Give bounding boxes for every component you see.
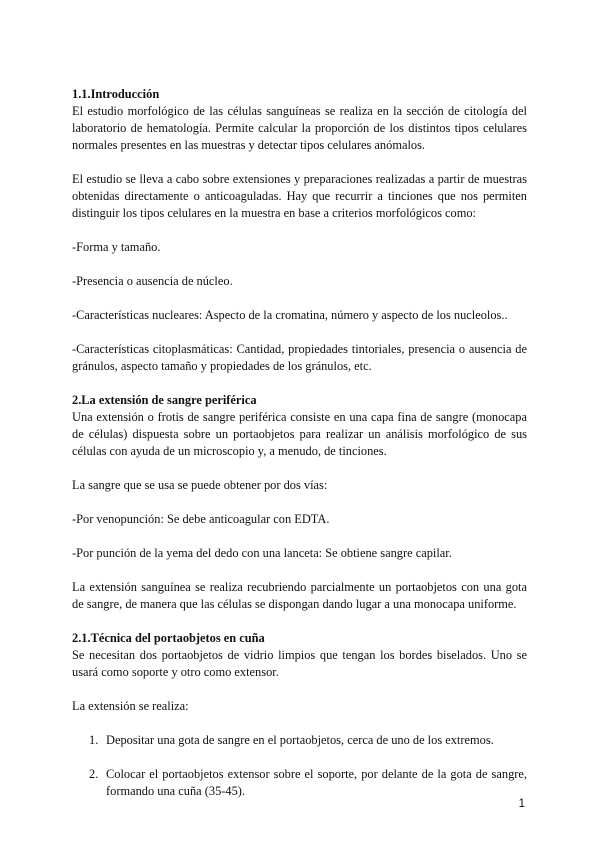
section-heading-introduccion: 1.1.Introducción — [72, 87, 160, 101]
page-number: 1 — [518, 798, 525, 810]
paragraph: El estudio se lleva a cabo sobre extensiones y preparaciones realizadas a partir de muestras obtenidas directamente o anticoaguladas. Hay que recurrir a tinciones que nos permiten distinguir los tipos celulares en la muestra en base a criterios morfológicos como: — [72, 172, 527, 220]
section-heading-tecnica: 2.1.Técnica del portaobjetos en cuña — [72, 631, 265, 645]
list-item-text: Depositar una gota de sangre en el portaobjetos, cerca de uno de los extremos. — [106, 733, 494, 747]
page-content — [72, 86, 527, 800]
section-heading-extension: 2.La extensión de sangre periférica — [72, 393, 257, 407]
list-item-number: 1. — [89, 733, 99, 747]
criteria-item: -Características citoplasmáticas: Cantidad, propiedades tintoriales, presencia o ausencia de gránulos, aspecto tamaño y propiedades de los gránulos, etc. — [72, 342, 527, 373]
criteria-item: -Características nucleares: Aspecto de la cromatina, número y aspecto de los nucleolos.. — [72, 308, 508, 322]
steps-list — [72, 732, 527, 800]
paragraph: El estudio morfológico de las células sanguíneas se realiza en la sección de citología del laboratorio de hematología. Permite calcular la proporción de los distintos tipos celulares normales presentes en las muestras y detectar tipos celulares anómalos. — [72, 104, 527, 152]
paragraph: Una extensión o frotis de sangre periférica consiste en una capa fina de sangre (monocapa de células) dispuesta sobre un portaobjetos para realizar un análisis morfológico de sus células con ayuda de un microscopio y, a menudo, de tinciones. — [72, 410, 527, 458]
paragraph: Se necesitan dos portaobjetos de vidrio limpios que tengan los bordes biselados. Uno se usará como soporte y otro como extensor. — [72, 648, 527, 679]
list-item — [72, 732, 527, 749]
list-item-text: Colocar el portaobjetos extensor sobre el soporte, por delante de la gota de sangre, formando una cuña (35-45). — [106, 767, 527, 798]
list-item-number: 2. — [89, 767, 99, 781]
paragraph: -Por venopunción: Se debe anticoagular con EDTA. — [72, 512, 330, 526]
criteria-item: -Presencia o ausencia de núcleo. — [72, 274, 233, 288]
paragraph: La sangre que se usa se puede obtener por dos vías: — [72, 478, 328, 492]
paragraph: -Por punción de la yema del dedo con una lanceta: Se obtiene sangre capilar. — [72, 546, 452, 560]
paragraph: La extensión sanguínea se realiza recubriendo parcialmente un portaobjetos con una gota de sangre, de manera que las células se dispongan dando lugar a una monocapa uniforme. — [72, 580, 527, 611]
criteria-item: -Forma y tamaño. — [72, 240, 161, 254]
paragraph: La extensión se realiza: — [72, 699, 189, 713]
list-item — [72, 766, 527, 800]
